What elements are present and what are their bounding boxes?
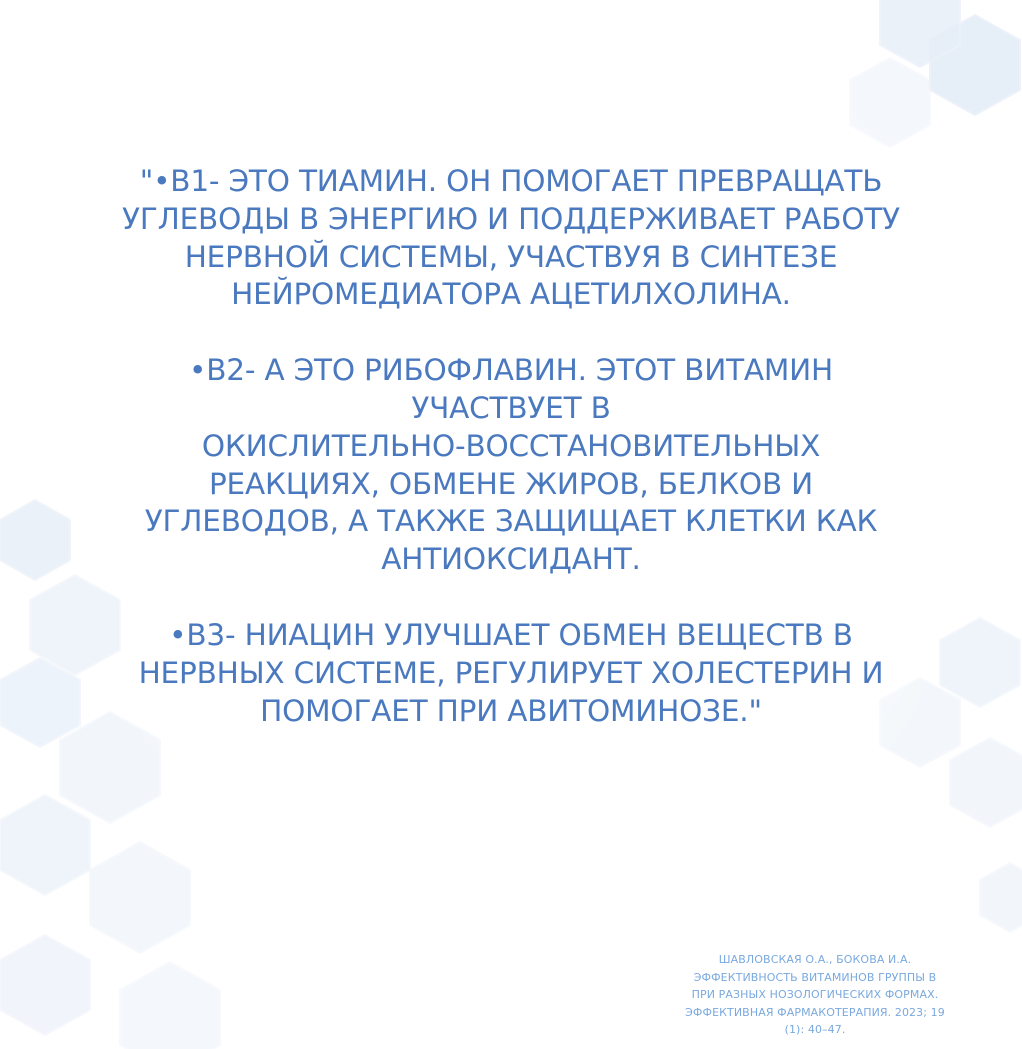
paragraph-line: АНТИОКСИДАНТ. xyxy=(381,542,641,577)
hexagon-shape xyxy=(0,795,90,895)
paragraph-line: "•В1- ЭТО ТИАМИН. ОН ПОМОГАЕТ ПРЕВРАЩАТЬ xyxy=(139,164,883,198)
paragraph-line: НЕРВНОЙ СИСТЕМЫ, УЧАСТВУЯ В СИНТЕЗЕ xyxy=(184,239,838,274)
paragraph-line: •В3- НИАЦИН УЛУЧШАЕТ ОБМЕН ВЕЩЕСТВ В xyxy=(169,617,853,652)
hexagon-shape xyxy=(980,863,1022,932)
paragraph-line: УГЛЕВОДЫ В ЭНЕРГИЮ И ПОДДЕРЖИВАЕТ РАБОТУ xyxy=(122,201,900,236)
citation-line: ЭФФЕКТИВНОСТЬ ВИТАМИНОВ ГРУППЫ В xyxy=(693,970,937,984)
hexagon-shape xyxy=(950,738,1022,827)
citation-line: ШАВЛОВСКАЯ О.А., БОКОВА И.А. xyxy=(718,953,912,966)
paragraph-line: РЕАКЦИЯХ, ОБМЕНЕ ЖИРОВ, БЕЛКОВ И xyxy=(208,466,814,501)
citation-line: ПРИ РАЗНЫХ НОЗОЛОГИЧЕСКИХ ФОРМАХ. xyxy=(691,988,939,1001)
citation-line: ЭФФЕКТИВНАЯ ФАРМАКОТЕРАПИЯ. 2023; 19 xyxy=(685,1005,945,1019)
paragraph-b3 xyxy=(40,617,982,730)
hexagon-shape xyxy=(0,935,90,1035)
source-citation xyxy=(620,951,1010,1039)
vitamin-description xyxy=(40,163,982,730)
paragraph-b1 xyxy=(40,163,982,314)
paragraph-line: УЧАСТВУЕТ В xyxy=(411,390,611,425)
paragraph-line: НЕРВНЫХ СИСТЕМЕ, РЕГУЛИРУЕТ ХОЛЕСТЕРИН И xyxy=(138,655,884,690)
paragraph-line: ОКИСЛИТЕЛЬНО-ВОССТАНОВИТЕЛЬНЫХ xyxy=(201,428,821,463)
paragraph-line: НЕЙРОМЕДИАТОРА АЦЕТИЛХОЛИНА. xyxy=(231,277,791,312)
citation-line: (1): 40–47. xyxy=(784,1023,846,1036)
paragraph-line: УГЛЕВОДОВ, А ТАКЖЕ ЗАЩИЩАЕТ КЛЕТКИ КАК xyxy=(144,504,878,539)
paragraph-line: ПОМОГАЕТ ПРИ АВИТОМИНОЗЕ." xyxy=(260,693,762,728)
paragraph-line: •В2- А ЭТО РИБОФЛАВИН. ЭТОТ ВИТАМИН xyxy=(189,353,833,388)
hexagon-shape xyxy=(120,962,220,1049)
paragraph-b2 xyxy=(40,352,982,579)
